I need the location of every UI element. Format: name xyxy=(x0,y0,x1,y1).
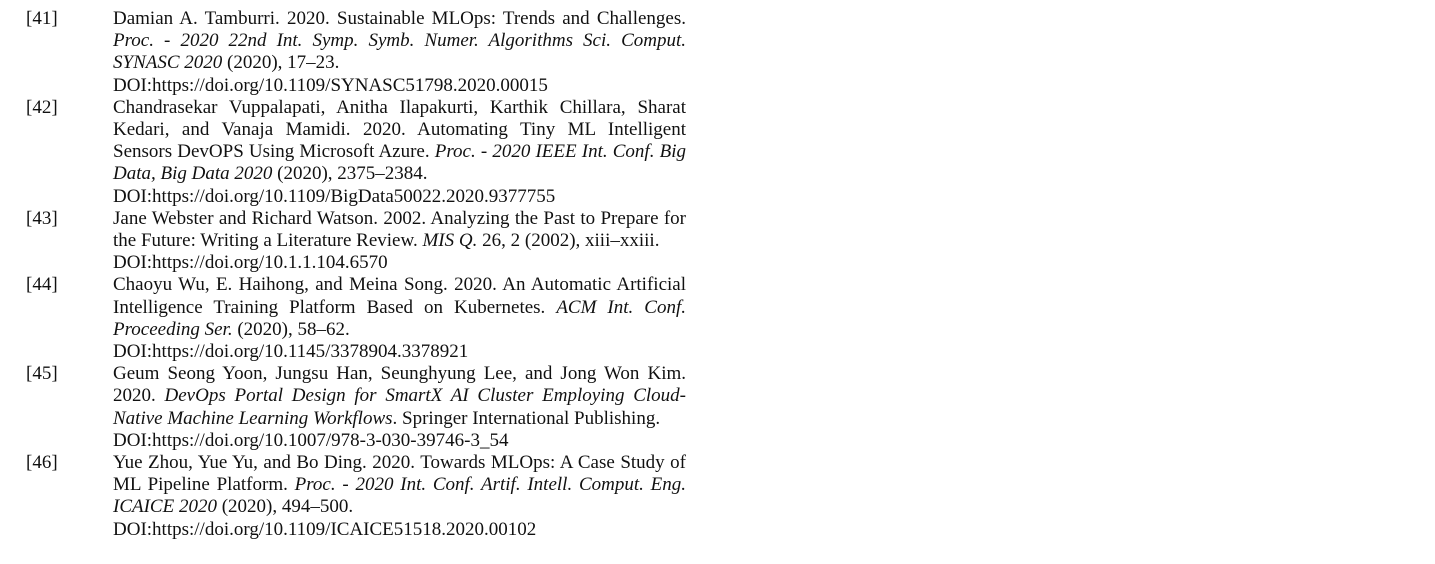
reference-number: [44] xyxy=(26,274,58,296)
reference-details: (2020), 2375–2384. xyxy=(272,163,428,185)
reference-text xyxy=(113,8,686,97)
reference-details: 26, 2 (2002), xiii–xxiii. xyxy=(477,230,660,252)
reference-authors-title: Chandrasekar Vuppalapati, Anitha Ilapakurti, Karthik Chillara, Sharat Kedari, and Vanaja Mamidi. 2020. Automating Tiny ML Intelligent Sensors DevOPS Using Microsoft Azure. xyxy=(113,96,686,163)
reference-doi[interactable]: DOI:https://doi.org/10.1007/978-3-030-39746-3_54 xyxy=(113,429,509,451)
reference-venue: MIS Q. xyxy=(422,230,478,252)
reference-authors-title: Chaoyu Wu, E. Haihong, and Meina Song. 2020. An Automatic Artificial Intelligence Training Platform Based on Kubernetes. xyxy=(113,274,686,318)
reference-number: [42] xyxy=(26,96,58,118)
reference-doi[interactable]: DOI:https://doi.org/10.1145/3378904.3378921 xyxy=(113,341,469,363)
reference-details: (2020), 58–62. xyxy=(232,318,350,340)
reference-authors-title: Jane Webster and Richard Watson. 2002. Analyzing the Past to Prepare for the Future: Writing a Literature Review. xyxy=(113,207,686,252)
reference-item xyxy=(26,452,686,541)
reference-number: [45] xyxy=(26,363,58,385)
reference-text xyxy=(113,97,686,208)
reference-text xyxy=(113,208,686,275)
reference-venue: Proc. - 2020 Int. Conf. Artif. Intell. Comput. Eng. ICAICE 2020 xyxy=(113,474,687,518)
reference-number: [43] xyxy=(26,207,58,229)
reference-text xyxy=(113,274,686,363)
reference-item xyxy=(26,97,686,208)
reference-details: . Springer International Publishing. xyxy=(392,407,661,429)
reference-text xyxy=(113,452,686,541)
reference-venue: Proc. - 2020 IEEE Int. Conf. Big Data, Big Data 2020 xyxy=(113,141,686,185)
reference-item xyxy=(26,208,686,275)
reference-authors-title: Damian A. Tamburri. 2020. Sustainable MLOps: Trends and Challenges. xyxy=(113,8,686,29)
reference-number: [41] xyxy=(26,8,58,29)
reference-doi[interactable]: DOI:https://doi.org/10.1109/SYNASC51798.2020.00015 xyxy=(113,74,548,96)
reference-details: (2020), 17–23. xyxy=(222,52,340,74)
reference-venue: ACM Int. Conf. Proceeding Ser. xyxy=(113,296,686,340)
reference-number: [46] xyxy=(26,452,58,474)
reference-venue: Proc. - 2020 22nd Int. Symp. Symb. Numer. Algorithms Sci. Comput. SYNASC 2020 xyxy=(113,30,686,74)
reference-item xyxy=(26,274,686,363)
reference-item xyxy=(26,363,686,452)
reference-authors-title: Geum Seong Yoon, Jungsu Han, Seunghyung Lee, and Jong Won Kim. 2020. xyxy=(113,363,686,407)
reference-venue: DevOps Portal Design for SmartX AI Cluster Employing Cloud-Native Machine Learning Workflows xyxy=(113,385,686,429)
reference-details: (2020), 494–500. xyxy=(216,496,354,518)
reference-doi[interactable]: DOI:https://doi.org/10.1109/BigData50022.2020.9377755 xyxy=(113,185,556,207)
reference-text xyxy=(113,363,686,452)
reference-list xyxy=(26,8,686,541)
reference-authors-title: Yue Zhou, Yue Yu, and Bo Ding. 2020. Towards MLOps: A Case Study of ML Pipeline Platform. xyxy=(113,452,686,496)
reference-item xyxy=(26,8,686,97)
reference-doi[interactable]: DOI:https://doi.org/10.1.1.104.6570 xyxy=(113,252,388,274)
reference-doi[interactable]: DOI:https://doi.org/10.1109/ICAICE51518.2020.00102 xyxy=(113,518,537,540)
